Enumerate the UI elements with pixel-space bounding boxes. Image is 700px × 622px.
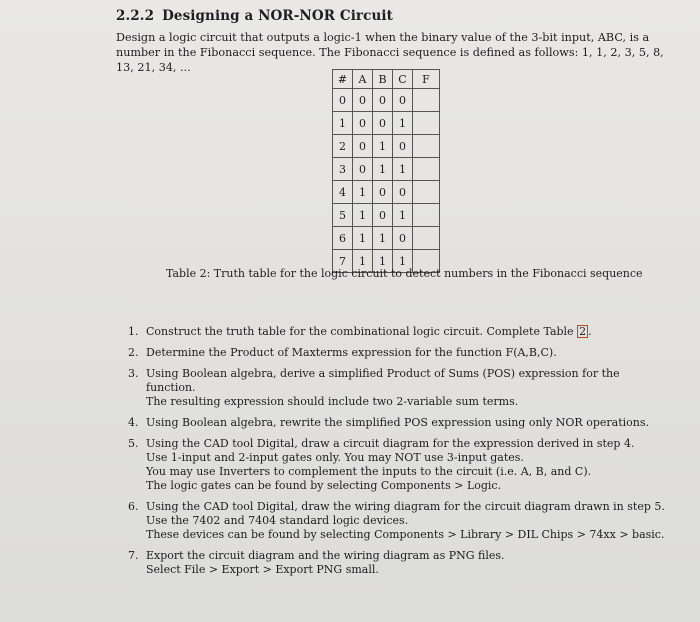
table-cell: 1 [353,181,373,204]
table-reference-link[interactable]: 2 [579,325,587,338]
section-heading [116,8,393,24]
output-cell[interactable] [413,158,440,181]
output-cell[interactable] [413,204,440,227]
task-tail: . [588,325,592,338]
table-cell: 0 [393,181,413,204]
table-cell: 1 [373,158,393,181]
task-line [146,500,668,514]
task-line [146,416,668,430]
task-line [146,465,668,479]
task-line [146,549,668,563]
list-number: 3. [128,367,139,380]
table-cell: 0 [393,135,413,158]
table-row [333,112,440,135]
task-text: Using the CAD tool Digital, draw a circuit diagram for the expression derived in step 4. [146,437,635,450]
table-cell: 4 [333,181,353,204]
table-cell: 0 [373,204,393,227]
task-text: The logic gates can be found by selecting Components > Logic. [146,479,502,492]
table-cell: 1 [373,227,393,250]
task-line [146,437,668,451]
table-row [333,135,440,158]
task-line [146,514,668,528]
table-cell: 1 [333,112,353,135]
list-number: 5. [128,437,139,450]
table-cell: 1 [373,250,393,273]
task-line [146,451,668,465]
section-number: 2.2.2 [116,8,155,24]
task-text: Use the 7402 and 7404 standard logic devices. [146,514,409,527]
table-cell: 1 [393,112,413,135]
output-cell[interactable] [413,227,440,250]
list-number: 4. [128,416,139,429]
table-cell: 1 [353,250,373,273]
output-cell[interactable] [413,181,440,204]
header-cell: F [413,70,440,89]
truth-table [332,69,440,273]
table-cell: 0 [353,135,373,158]
task-text: Determine the Product of Maxterms expression for the function F(A,B,C). [146,346,557,359]
task-line [146,395,668,409]
task-text: Using the CAD tool Digital, draw the wiring diagram for the circuit diagram drawn in step 5. [146,500,665,513]
truth-table-header-row [333,70,440,89]
list-number: 7. [128,549,139,562]
intro-paragraph: Design a logic circuit that outputs a logic-1 when the binary value of the 3-bit input, ABC, is a number in the Fibonacci sequence. The Fibonacci sequence is defined as follows: 1, 1, 2, 3, 5, 8, 13, 21, 34, ... [116,31,664,74]
table-cell: 2 [333,135,353,158]
table-cell: 0 [373,181,393,204]
table-cell: 1 [393,158,413,181]
table-row [333,89,440,112]
table-row [333,227,440,250]
task-text: These devices can be found by selecting Components > Library > DIL Chips > 74xx > basic. [146,528,665,541]
table-caption: Table 2: Truth table for the logic circuit to detect numbers in the Fibonacci sequence [166,267,643,280]
list-item [128,500,668,542]
task-text: Use 1-input and 2-input gates only. You may NOT use 3-input gates. [146,451,524,464]
table-cell: 0 [353,89,373,112]
task-text: Using Boolean algebra, rewrite the simplified POS expression using only NOR operations. [146,416,649,429]
table-cell: 0 [353,158,373,181]
table-cell: 0 [373,89,393,112]
task-line [146,325,668,339]
table-cell: 0 [353,112,373,135]
table-cell: 7 [333,250,353,273]
header-cell: C [393,70,413,89]
list-item [128,367,668,409]
table-row [333,158,440,181]
output-cell[interactable] [413,89,440,112]
task-text: Export the circuit diagram and the wiring diagram as PNG files. [146,549,505,562]
list-item [128,437,668,493]
list-item [128,346,668,360]
table-row [333,204,440,227]
task-text: Select File > Export > Export PNG small. [146,563,379,576]
task-line [146,563,668,577]
table-cell: 6 [333,227,353,250]
table-cell: 0 [393,89,413,112]
table-cell: 1 [373,135,393,158]
list-item [128,325,668,339]
table-cell: 0 [393,227,413,250]
output-cell[interactable] [413,112,440,135]
task-text: The resulting expression should include two 2-variable sum terms. [146,395,519,408]
table-cell: 1 [393,204,413,227]
table-row [333,181,440,204]
header-cell: # [333,70,353,89]
table-cell: 1 [353,204,373,227]
task-text: Construct the truth table for the combinational logic circuit. Complete Table [146,325,574,338]
table-cell: 5 [333,204,353,227]
output-cell[interactable] [413,135,440,158]
header-cell: B [373,70,393,89]
table-cell: 0 [373,112,393,135]
table-cell: 3 [333,158,353,181]
task-line [146,367,668,395]
list-number: 1. [128,325,139,338]
task-text: You may use Inverters to complement the inputs to the circuit (i.e. A, B, and C). [146,465,592,478]
list-number: 6. [128,500,139,513]
section-title: Designing a NOR-NOR Circuit [162,8,393,24]
task-line [146,528,668,542]
task-line [146,479,668,493]
task-text: Using Boolean algebra, derive a simplified Product of Sums (POS) expression for the function. [146,367,620,394]
table-cell: 1 [393,250,413,273]
table-cell: 1 [353,227,373,250]
list-number: 2. [128,346,139,359]
list-item [128,549,668,577]
table-cell: 0 [333,89,353,112]
task-list [128,325,668,584]
list-item [128,416,668,430]
header-cell: A [353,70,373,89]
task-line [146,346,668,360]
